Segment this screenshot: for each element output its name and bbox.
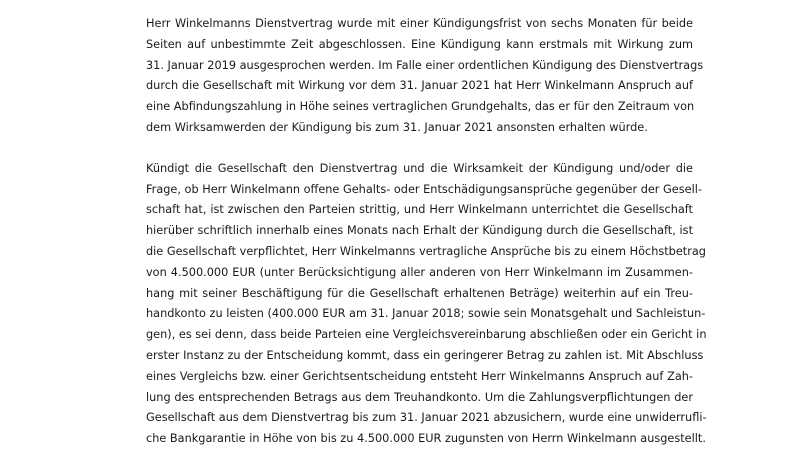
- text-line: durch die Gesellschaft mit Wirkung vor dem 31. Januar 2021 hat Herr Winkelmann Anspruch auf: [146, 79, 693, 93]
- text-line: von 4.500.000 EUR (unter Berücksichtigung aller anderen von Herr Winkelmann im Zusammen-: [146, 265, 693, 279]
- document-page: [146, 14, 707, 450]
- text-line: Kündigt die Gesellschaft den Dienstvertrag und die Wirksamkeit der Kündigung und/oder die: [146, 161, 693, 175]
- text-line: 31. Januar 2019 ausgesprochen werden. Im Falle einer ordentlichen Kündigung des Dienstvertrags: [146, 58, 704, 72]
- text-line: gen), es sei denn, dass beide Parteien eine Vergleichsvereinbarung abschließen oder ein Gericht in: [146, 328, 707, 342]
- text-line: schaft hat, ist zwischen den Parteien strittig, und Herr Winkelmann unterrichtet die Gesellschaft: [146, 203, 693, 217]
- text-line: eine Abfindungszahlung in Höhe seines vertraglichen Grundgehalts, das er für den Zeitraum von: [146, 100, 695, 114]
- text-line: Gesellschaft aus dem Dienstvertrag bis zum 31. Januar 2021 abzusichern, wurde eine unwiderrufli-: [146, 411, 707, 425]
- text-line: Herr Winkelmanns Dienstvertrag wurde mit einer Kündigungsfrist von sechs Monaten für beide: [146, 17, 693, 30]
- text-line: Frage, ob Herr Winkelmann offene Gehalts- oder Entschädigungsansprüche gegenüber der Gesell-: [146, 182, 702, 196]
- text-line: die Gesellschaft verpflichtet, Herr Winkelmanns vertragliche Ansprüche bis zu einem Höchstbetrag: [146, 244, 706, 258]
- text-line: dem Wirksamwerden der Kündigung bis zum 31. Januar 2021 ansonsten erhalten würde.: [146, 120, 648, 134]
- text-line: che Bankgarantie in Höhe von bis zu 4.500.000 EUR zugunsten von Herrn Winkelmann ausgestellt.: [146, 432, 706, 446]
- paragraph-severance: [146, 14, 704, 139]
- text-line: hang mit seiner Beschäftigung für die Gesellschaft erhaltenen Beträge) weiterhin auf ein Treu-: [146, 286, 693, 300]
- text-line: handkonto zu leisten (400.000 EUR am 31. Januar 2018; sowie sein Monatsgehalt und Sachleistun-: [146, 307, 706, 321]
- text-line: Seiten auf unbestimmte Zeit abgeschlossen. Eine Kündigung kann erstmals mit Wirkung zum: [146, 37, 693, 51]
- paragraph-dispute-escrow: [146, 159, 707, 450]
- text-line: eines Vergleichs bzw. einer Gerichtsentscheidung entsteht Herr Winkelmanns Anspruch auf Zah-: [146, 369, 693, 383]
- text-line: erster Instanz zu der Entscheidung kommt, dass ein geringerer Betrag zu zahlen ist. Mit Abschluss: [146, 348, 704, 362]
- text-line: hierüber schriftlich innerhalb eines Monats nach Erhalt der Kündigung durch die Gesellschaft, ist: [146, 224, 693, 238]
- text-line: lung des entsprechenden Betrags aus dem Treuhandkonto. Um die Zahlungsverpflichtungen der: [146, 390, 693, 404]
